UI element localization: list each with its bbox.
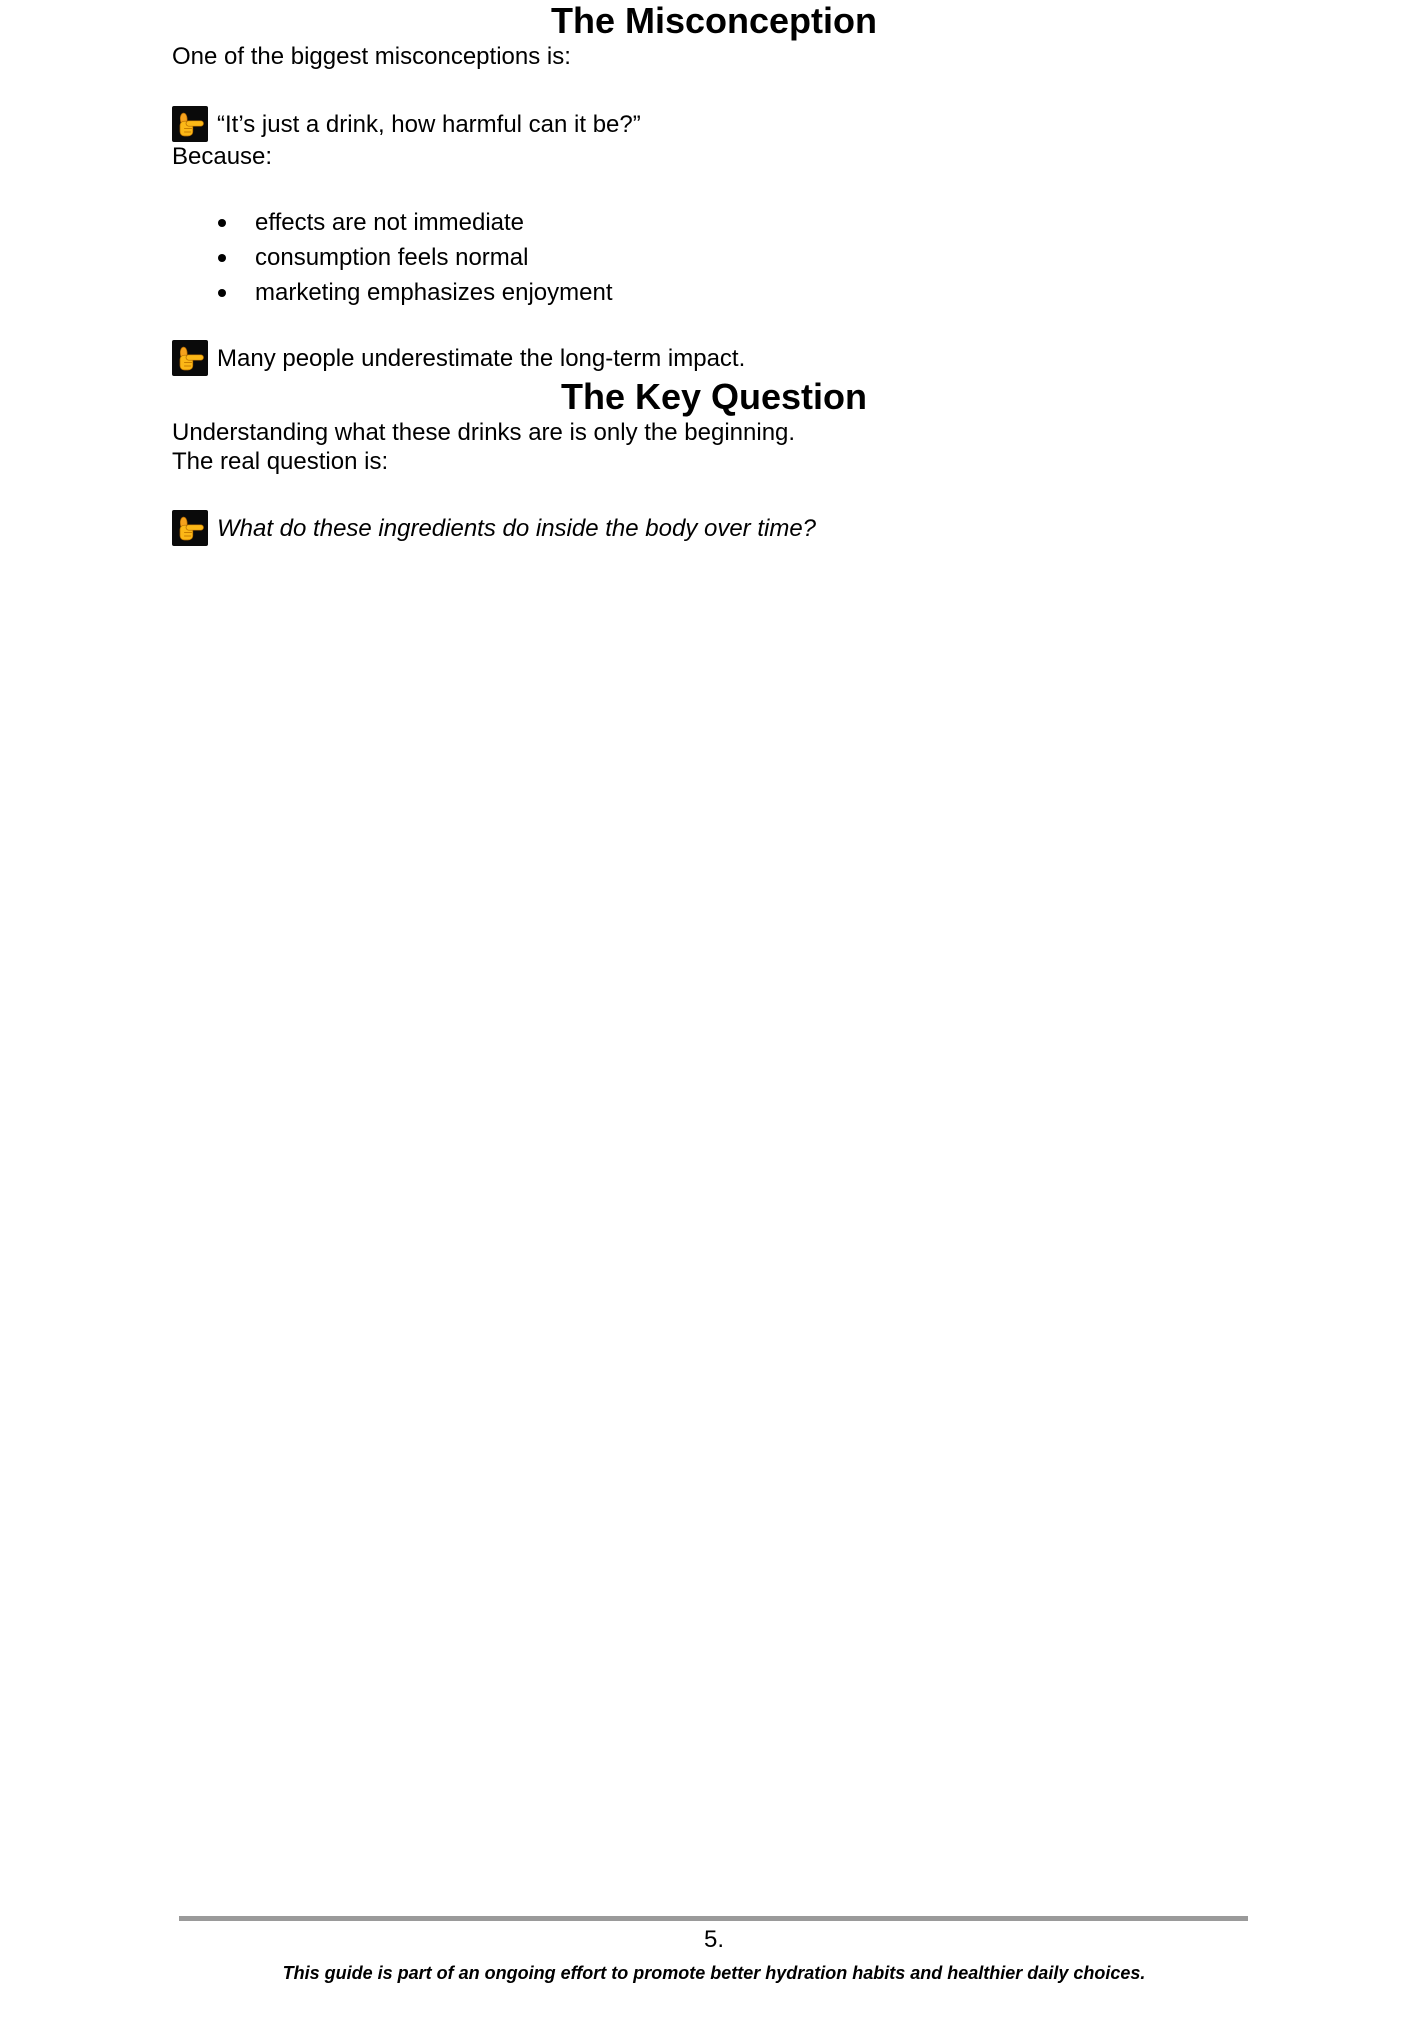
pointer-question-text: What do these ingredients do inside the body over time?	[217, 514, 817, 542]
heading-key-question: The Key Question	[560, 376, 868, 417]
pointer-line-quote	[172, 106, 1256, 142]
bullet-item: marketing emphasizes enjoyment	[172, 275, 1256, 310]
heading-misconception: The Misconception	[550, 0, 878, 41]
page-number: 5.	[703, 1926, 724, 1953]
pointer-conclusion-text: Many people underestimate the long-term impact.	[217, 344, 746, 372]
pointer-quote-text: “It’s just a drink, how harmful can it be?”	[217, 110, 641, 138]
footer-note: This guide is part of an ongoing effort to promote better hydration habits and healthier daily choices.	[282, 1963, 1146, 1983]
bullet-item: effects are not immediate	[172, 205, 1256, 240]
pointer-line-conclusion	[172, 340, 1256, 376]
paragraph-understanding: Understanding what these drinks are is only the beginning.	[172, 419, 796, 446]
pointing-right-icon	[172, 340, 208, 376]
pointing-right-icon	[172, 510, 208, 546]
paragraph-real-question: The real question is:	[172, 448, 389, 475]
paragraph-intro: One of the biggest misconceptions is:	[172, 43, 571, 70]
footer-divider	[179, 1916, 1248, 1921]
pointing-right-icon	[172, 106, 208, 142]
misconception-bullet-list	[172, 205, 1256, 310]
bullet-item: consumption feels normal	[172, 240, 1256, 275]
paragraph-because: Because:	[172, 143, 273, 170]
pointer-line-question	[172, 510, 1256, 546]
document-content	[172, 0, 1256, 546]
